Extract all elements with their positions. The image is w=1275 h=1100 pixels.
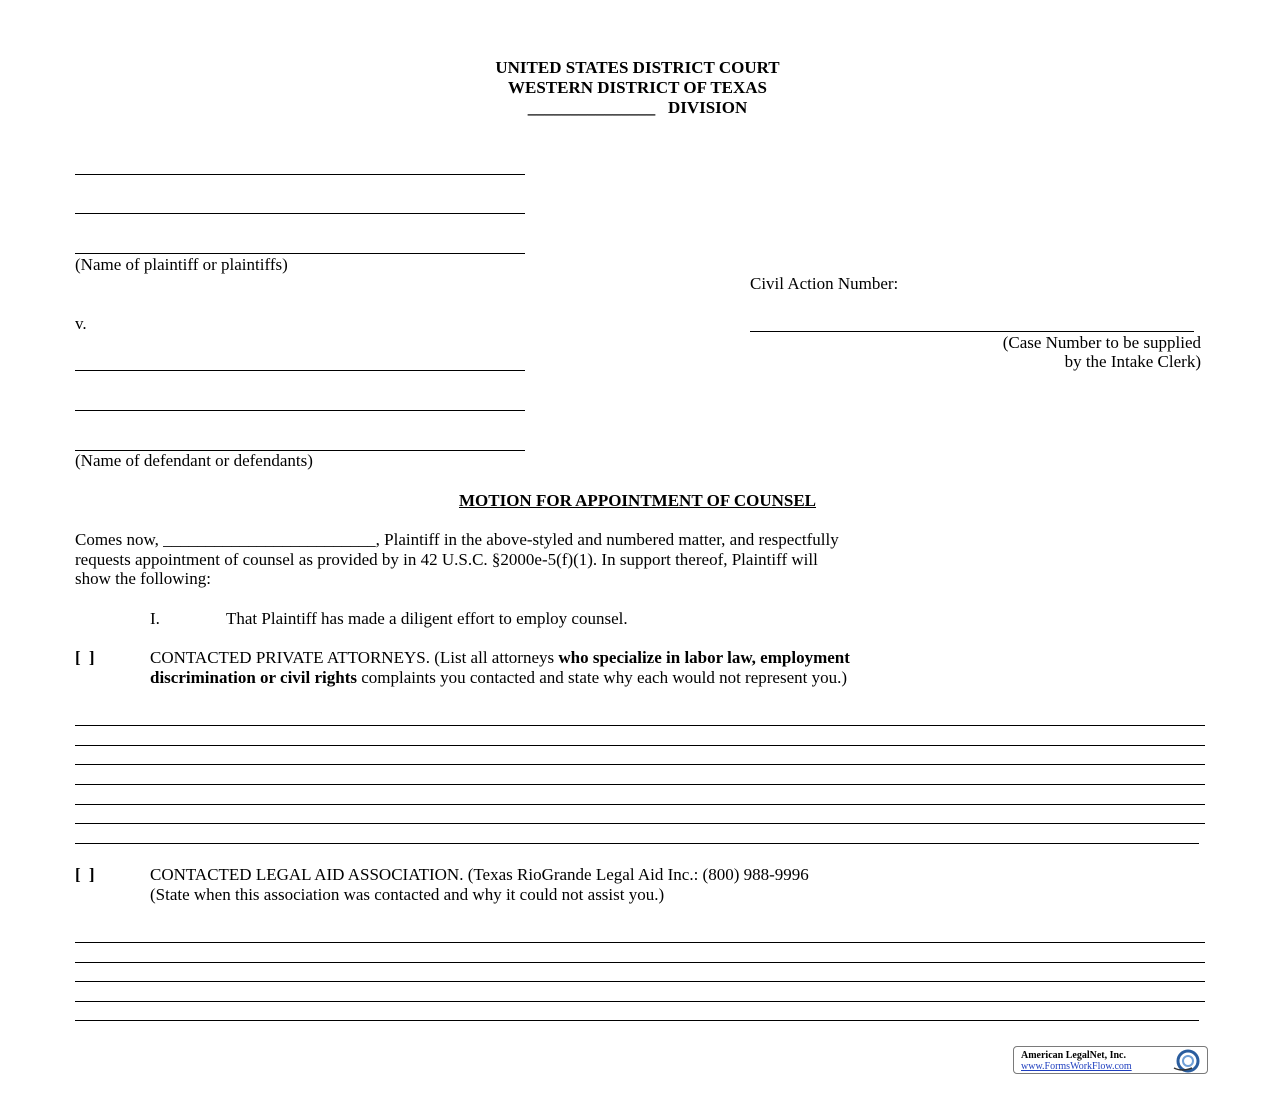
legal-aid-answer-line-3[interactable] (75, 981, 1205, 982)
division-label: DIVISION (667, 98, 748, 117)
case-number-line[interactable] (750, 331, 1194, 332)
private-attorneys-checkbox[interactable]: [ ] (75, 648, 97, 667)
court-name: UNITED STATES DISTRICT COURT (495, 58, 780, 77)
division-blank[interactable]: _______________ (527, 98, 656, 117)
private-attorneys-answer-line-6[interactable] (75, 823, 1205, 824)
district-name: WESTERN DISTRICT OF TEXAS (507, 78, 768, 97)
intro-suffix: , Plaintiff in the above-styled and numbered matter, and respectfully (375, 530, 839, 549)
plaintiff-name-line-1[interactable] (75, 174, 525, 175)
private-attorneys-bold-2: discrimination or civil rights (150, 667, 357, 687)
legal-aid-line-2: (State when this association was contacted and why it could not assist you.) (150, 884, 665, 904)
private-attorneys-answer-line-2[interactable] (75, 745, 1205, 746)
logo-url-link[interactable]: www.FormsWorkFlow.com (1021, 1061, 1132, 1072)
intro-paragraph (75, 530, 1205, 589)
motion-title: MOTION FOR APPOINTMENT OF COUNSEL (458, 491, 817, 510)
point-1-text: That Plaintiff has made a diligent effort to employ counsel. (226, 609, 628, 628)
point-1-numeral: I. (150, 609, 160, 628)
legal-aid-checkbox[interactable]: [ ] (75, 865, 97, 884)
case-number-note-2: by the Intake Clerk) (1064, 352, 1201, 371)
legal-aid-answer-line-5[interactable] (75, 1020, 1199, 1021)
legal-aid-answer-line-4[interactable] (75, 1001, 1205, 1002)
private-attorneys-bold-1: who specialize in labor law, employment (558, 648, 850, 667)
logo-brand-name: American LegalNet, Inc. (1021, 1050, 1126, 1061)
private-attorneys-answer-line-7[interactable] (75, 843, 1199, 844)
versus-label: v. (75, 314, 87, 333)
private-attorneys-part-1: CONTACTED PRIVATE ATTORNEYS. (List all attorneys (150, 648, 559, 667)
plaintiff-name-blank[interactable]: _________________________ (163, 530, 376, 549)
plaintiff-name-line-2[interactable] (75, 213, 525, 214)
private-attorneys-answer-line-1[interactable] (75, 725, 1205, 726)
legal-aid-text (150, 865, 1210, 904)
civil-action-label: Civil Action Number: (750, 274, 899, 293)
logo-swirl-icon (1170, 1048, 1204, 1074)
plaintiff-name-line-3[interactable] (75, 253, 525, 254)
legal-aid-answer-line-1[interactable] (75, 942, 1205, 943)
american-legalnet-logo[interactable] (1013, 1046, 1208, 1074)
defendant-name-line-1[interactable] (75, 370, 525, 371)
legal-aid-line-1: CONTACTED LEGAL AID ASSOCIATION. (Texas RioGrande Legal Aid Inc.: (800) 988-9996 (150, 865, 809, 884)
defendant-name-line-2[interactable] (75, 410, 525, 411)
private-attorneys-part-2: complaints you contacted and state why each would not represent you.) (357, 667, 848, 687)
private-attorneys-text (150, 648, 1210, 687)
defendant-label: (Name of defendant or defendants) (75, 451, 313, 470)
intro-line-3: show the following: (75, 569, 211, 588)
private-attorneys-answer-line-4[interactable] (75, 784, 1205, 785)
intro-prefix: Comes now, (75, 530, 164, 549)
case-number-note-1: (Case Number to be supplied (1002, 333, 1201, 352)
plaintiff-label: (Name of plaintiff or plaintiffs) (75, 255, 288, 274)
legal-aid-answer-line-2[interactable] (75, 962, 1205, 963)
intro-line-2: requests appointment of counsel as provided by in 42 U.S.C. §2000e-5(f)(1). In support thereof, Plaintiff will (75, 549, 818, 569)
private-attorneys-answer-line-3[interactable] (75, 764, 1205, 765)
division-line (0, 98, 1275, 118)
private-attorneys-answer-line-5[interactable] (75, 804, 1205, 805)
